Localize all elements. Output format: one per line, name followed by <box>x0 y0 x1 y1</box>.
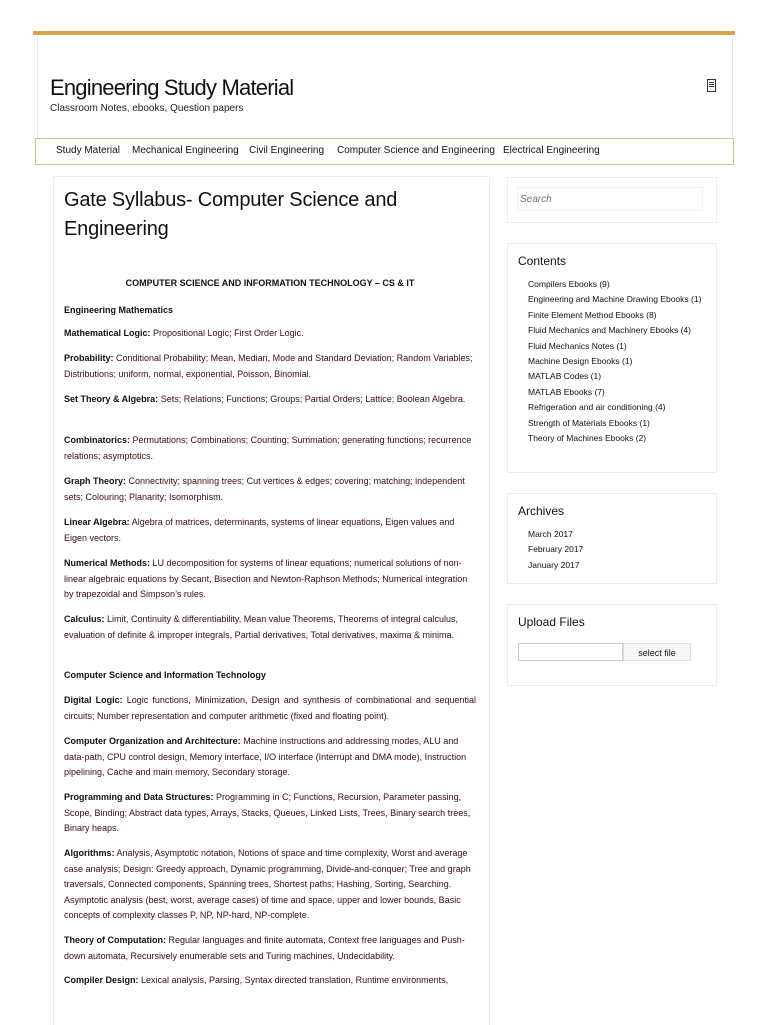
category-link[interactable]: MATLAB Ebooks (7) <box>528 386 605 397</box>
contents-widget <box>507 243 717 473</box>
site-tagline: Classroom Notes, ebooks, Question papers <box>50 103 244 114</box>
topic-paragraph: Theory of Computation: Regular languages and finite automata, Context free languages and Push-down automata, Recursively enumerable sets and Turing machines, Undecidability. <box>64 935 465 961</box>
contents-title: Contents <box>518 254 567 268</box>
category-link[interactable]: Refrigeration and air conditioning (4) <box>528 402 666 413</box>
category-link[interactable]: Fluid Mechanics and Machinery Ebooks (4) <box>528 325 691 336</box>
nav-item-electrical-engineering[interactable]: Electrical Engineering <box>503 145 600 156</box>
topic-paragraph: Set Theory & Algebra: Sets; Relations; Functions; Groups; Partial Orders; Lattice; Boolean Algebra. <box>64 394 466 404</box>
topic-paragraph: Compiler Design: Lexical analysis, Parsing, Syntax directed translation, Runtime environments, <box>64 975 449 985</box>
category-link[interactable]: Compilers Ebooks (9) <box>528 279 610 289</box>
category-link[interactable]: MATLAB Codes (1) <box>528 371 602 382</box>
select-file-button[interactable]: select file <box>623 643 691 661</box>
topic-paragraph: Numerical Methods: LU decomposition for systems of linear equations; numerical solutions of non-linear algebraic equations by Secant, Bisection and Newton-Raphson Methods; Numerical integration by trapezoidal and Simpson’s rules. <box>64 558 468 599</box>
subheading-engineering-mathematics: Engineering Mathematics <box>64 305 174 315</box>
upload-widget <box>507 604 717 686</box>
file-name-field[interactable] <box>518 643 623 661</box>
topic-paragraph: Computer Organization and Architecture: Machine instructions and addressing modes, ALU and data-path, CPU control design, Memory interface, I/O interface (Interrupt and DMA mode), Instruction pipelining, Cache and main memory, Secondary storage. <box>64 736 467 777</box>
category-link[interactable]: Machine Design Ebooks (1) <box>528 356 633 367</box>
archive-link[interactable]: March 2017 <box>528 529 573 539</box>
archive-link[interactable]: January 2017 <box>528 559 580 570</box>
archives-title: Archives <box>518 504 565 518</box>
post-title: Gate Syllabus- Computer Science and Engineering <box>64 189 398 240</box>
section-heading: COMPUTER SCIENCE AND INFORMATION TECHNOLOGY – CS & IT <box>125 278 415 288</box>
upload-title: Upload Files <box>518 615 585 629</box>
archive-link[interactable]: February 2017 <box>528 544 584 555</box>
nav-item-civil-engineering[interactable]: Civil Engineering <box>249 145 325 156</box>
topic-paragraph: Algorithms: Analysis, Asymptotic notation, Notions of space and time complexity, Worst and average case analysis; Design: Greedy approach, Dynamic programming, Divide-and-conquer; Tree and graph traversals, Connected components, Spanning trees, Shortest paths; Hashing, Sorting, Searching. Asymptotic analysis (best, worst, average cases) of time and space, upper and lower bounds, Basic concepts of complexity classes P, NP, NP-hard, NP-complete. <box>64 848 471 920</box>
nav-item-study-material[interactable]: Study Material <box>56 145 120 156</box>
nav-item-mechanical-engineering[interactable]: Mechanical Engineering <box>132 145 239 156</box>
topic-paragraph: Combinatorics: Permutations; Combinations; Counting; Summation; generating functions; recurrence relations; asymptotics. <box>64 435 472 461</box>
contents-list <box>528 277 708 446</box>
topic-paragraph: Programming and Data Structures: Programming in C; Functions, Recursion, Parameter passing, Scope, Binding; Abstract data types, Arrays, Stacks, Queues, Linked Lists, Trees, Binary search trees, Binary heaps. <box>64 792 471 833</box>
site-title[interactable]: Engineering Study Material <box>50 75 294 100</box>
archives-list <box>528 527 708 573</box>
menu-icon[interactable] <box>707 79 716 92</box>
topic-paragraph: Calculus: Limit, Continuity & differentiability, Mean value Theorems, Theorems of integral calculus, evaluation of definite & improper integrals, Partial derivatives, Total derivatives, maxima & minima. <box>64 614 459 640</box>
category-link[interactable]: Engineering and Machine Drawing Ebooks (1) <box>528 294 702 305</box>
category-link[interactable]: Finite Element Method Ebooks (8) <box>528 309 657 320</box>
category-link[interactable]: Strength of Materials Ebooks (1) <box>528 417 650 428</box>
category-link[interactable]: Theory of Machines Ebooks (2) <box>528 433 647 444</box>
topic-paragraph: Digital Logic: Logic functions, Minimization, Design and synthesis of combinational and sequential circuits; Number representation and computer arithmetic (fixed and floating point). <box>64 695 476 721</box>
topic-paragraph: Mathematical Logic: Propositional Logic; First Order Logic. <box>64 328 304 338</box>
top-accent-bar <box>33 31 735 35</box>
topic-paragraph: Graph Theory: Connectivity; spanning trees; Cut vertices & edges; covering; matching; independent sets; Colouring; Planarity; Isomorphism. <box>64 476 465 502</box>
post-content <box>53 176 490 1025</box>
main-navigation <box>35 138 734 165</box>
topic-paragraph: Linear Algebra: Algebra of matrices, determinants, systems of linear equations, Eigen values and Eigen vectors. <box>64 517 455 543</box>
topic-paragraph: Probability: Conditional Probability; Mean, Median, Mode and Standard Deviation; Random Variables; Distributions; uniform, normal, exponential, Poisson, Binomial. <box>64 353 473 379</box>
archives-widget <box>507 493 717 584</box>
search-widget <box>507 177 717 223</box>
search-input[interactable] <box>517 187 703 211</box>
subheading-cs-it: Computer Science and Information Technology <box>64 670 266 680</box>
nav-item-computer-science[interactable]: Computer Science and Engineering <box>337 145 495 156</box>
category-link[interactable]: Fluid Mechanics Notes (1) <box>528 340 627 351</box>
